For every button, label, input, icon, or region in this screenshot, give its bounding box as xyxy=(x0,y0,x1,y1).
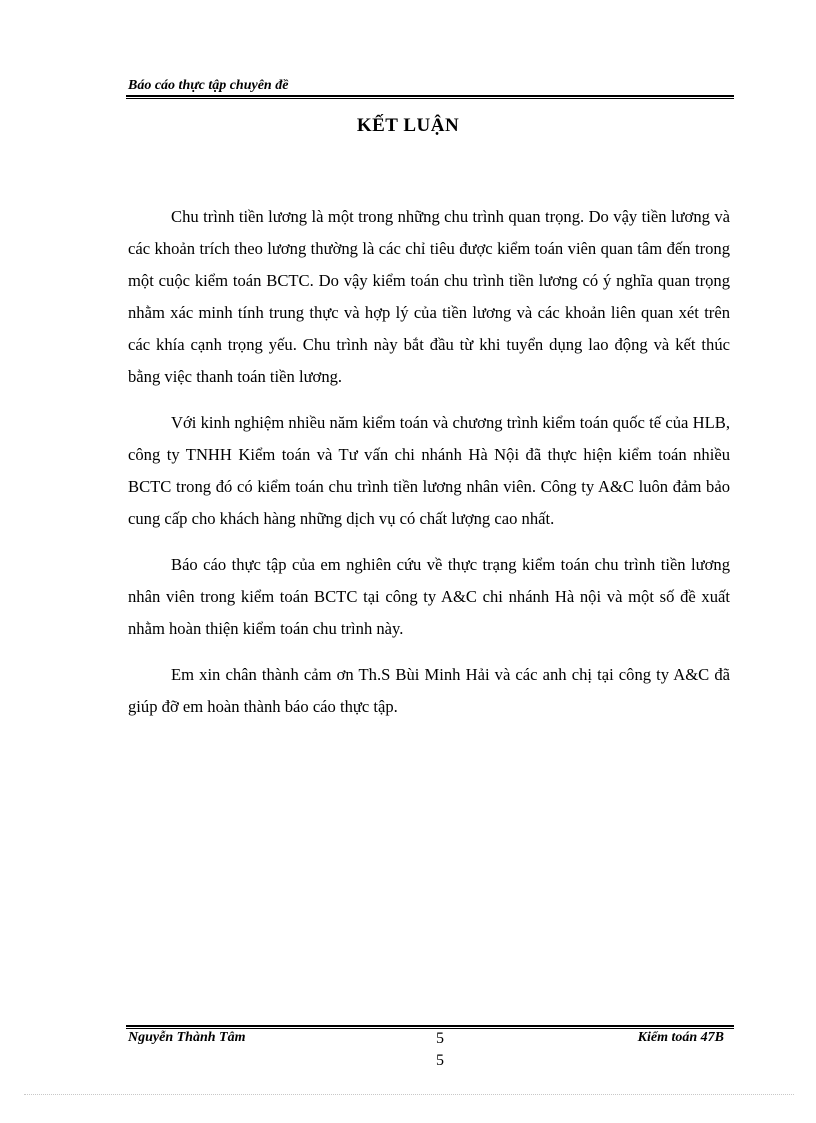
header-rule-thin xyxy=(126,98,734,99)
header-rule xyxy=(126,95,734,97)
footer-author: Nguyễn Thành Tâm xyxy=(128,1030,246,1045)
footer-rule xyxy=(126,1025,734,1027)
page-number: 5 xyxy=(436,1030,444,1047)
paragraph-1: Chu trình tiền lương là một trong những chu trình quan trọng. Do vậy tiền lương và các khoản trích theo lương thường là các chỉ tiêu được kiểm toán viên quan tâm đến trong một cuộc kiểm toán BCTC. Do vậy kiểm toán chu trình tiền lương có ý nghĩa quan trọng nhằm xác minh tính trung thực và hợp lý của tiền lương và các khoản liên quan xét trên các khía cạnh trọng yếu. Chu trình này bắt đầu từ khi tuyển dụng lao động và kết thúc bằng việc thanh toán tiền lương. xyxy=(128,207,730,386)
footer-rule-thin xyxy=(126,1028,734,1029)
page-title: KẾT LUẬN xyxy=(356,115,460,136)
header-title: Báo cáo thực tập chuyên đề xyxy=(128,78,289,93)
page-edge-divider xyxy=(24,1094,794,1095)
paragraph-2: Với kinh nghiệm nhiều năm kiểm toán và chương trình kiểm toán quốc tế của HLB, công ty TNHH Kiểm toán và Tư vấn chi nhánh Hà Nội đã thực hiện kiểm toán nhiều BCTC trong đó có kiểm toán chu trình tiền lương nhân viên. Công ty A&C luôn đảm bảo cung cấp cho khách hàng những dịch vụ có chất lượng cao nhất. xyxy=(128,413,730,528)
page-number-repeat: 5 xyxy=(436,1052,444,1069)
document-body xyxy=(128,201,730,737)
footer-class-name: Kiểm toán 47B xyxy=(637,1030,724,1045)
paragraph-3: Báo cáo thực tập của em nghiên cứu về thực trạng kiểm toán chu trình tiền lương nhân viên trong kiểm toán BCTC tại công ty A&C chi nhánh Hà nội và một số đề xuất nhằm hoàn thiện kiểm toán chu trình này. xyxy=(128,555,730,638)
paragraph-4: Em xin chân thành cảm ơn Th.S Bùi Minh Hải và các anh chị tại công ty A&C đã giúp đỡ em hoàn thành báo cáo thực tập. xyxy=(128,665,730,716)
